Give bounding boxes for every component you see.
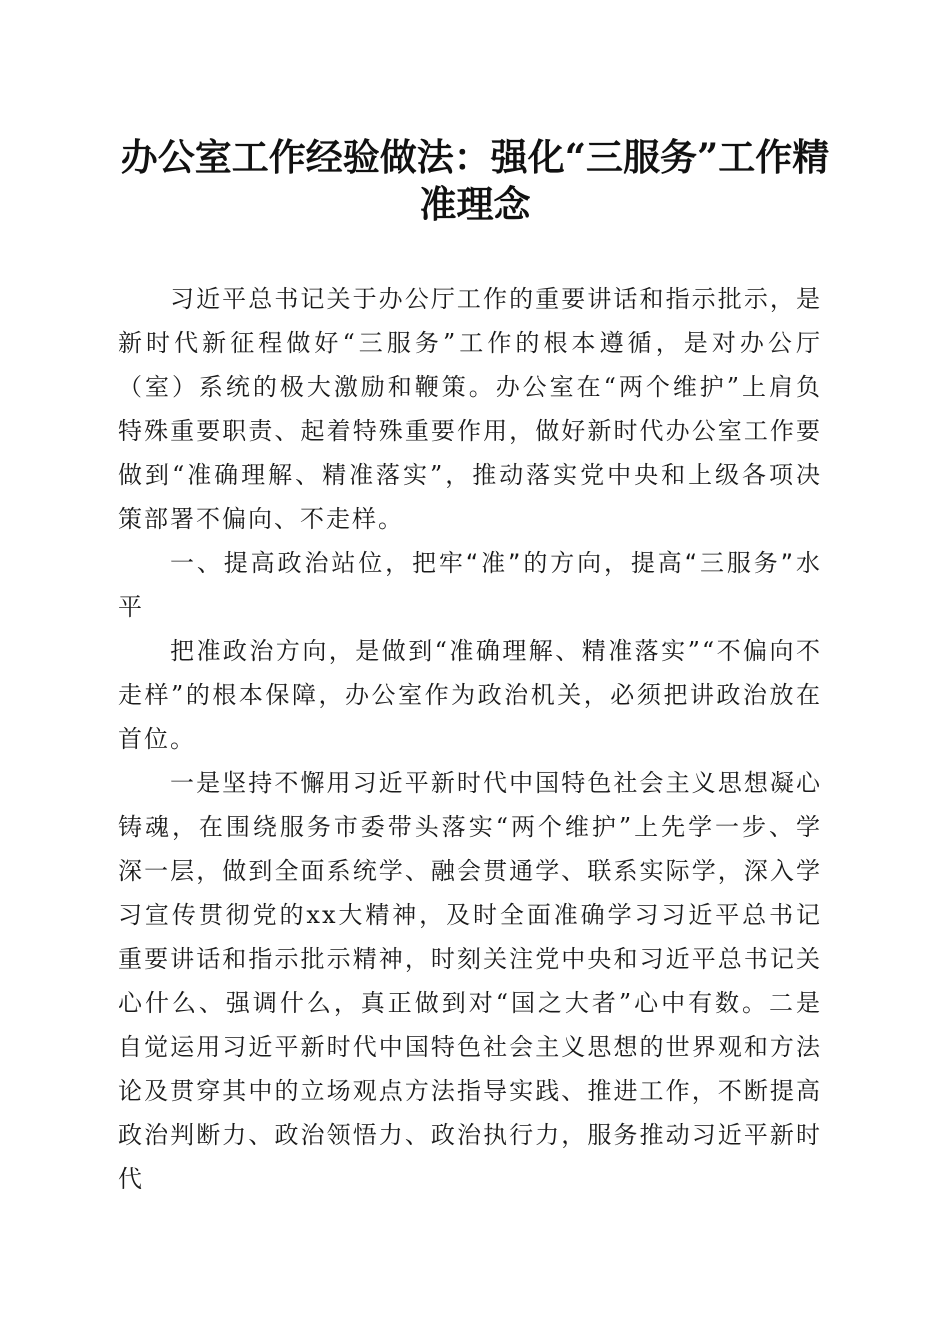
- document-title: 办公室工作经验做法：强化“三服务”工作精准理念: [120, 135, 830, 226]
- paragraph-section-1-points: 一是坚持不懈用习近平新时代中国特色社会主义思想凝心铸魂，在围绕服务市委带头落实“两个维护”上先学一步、学深一层，做到全面系统学、融会贯通学、联系实际学，深入学习宣传贯彻党的xx大精神，及时全面准确学习习近平总书记重要讲话和指示批示精神，时刻关注党中央和习近平总书记关心什么、强调什么，真正做到对“国之大者”心中有数。二是自觉运用习近平新时代中国特色社会主义思想的世界观和方法论及贯穿其中的立场观点方法指导实践、推进工作，不断提高政治判断力、政治领悟力、政治执行力，服务推动习近平新时代: [118, 769, 822, 1193]
- paragraph-intro: 习近平总书记关于办公厅工作的重要讲话和指示批示，是新时代新征程做好“三服务”工作的根本遵循，是对办公厅（室）系统的极大激励和鞭策。办公室在“两个维护”上肩负特殊重要职责、起着特殊重要作用，做好新时代办公室工作要做到“准确理解、精准落实”，推动落实党中央和上级各项决策部署不偏向、不走样。: [118, 285, 822, 533]
- section-heading-1: 一、提高政治站位，把牢“准”的方向，提高“三服务”水平: [118, 549, 822, 621]
- paragraph-section-1-intro: 把准政治方向，是做到“准确理解、精准落实”“不偏向不走样”的根本保障，办公室作为政治机关，必须把讲政治放在首位。: [118, 637, 822, 753]
- document-body: [118, 277, 822, 1201]
